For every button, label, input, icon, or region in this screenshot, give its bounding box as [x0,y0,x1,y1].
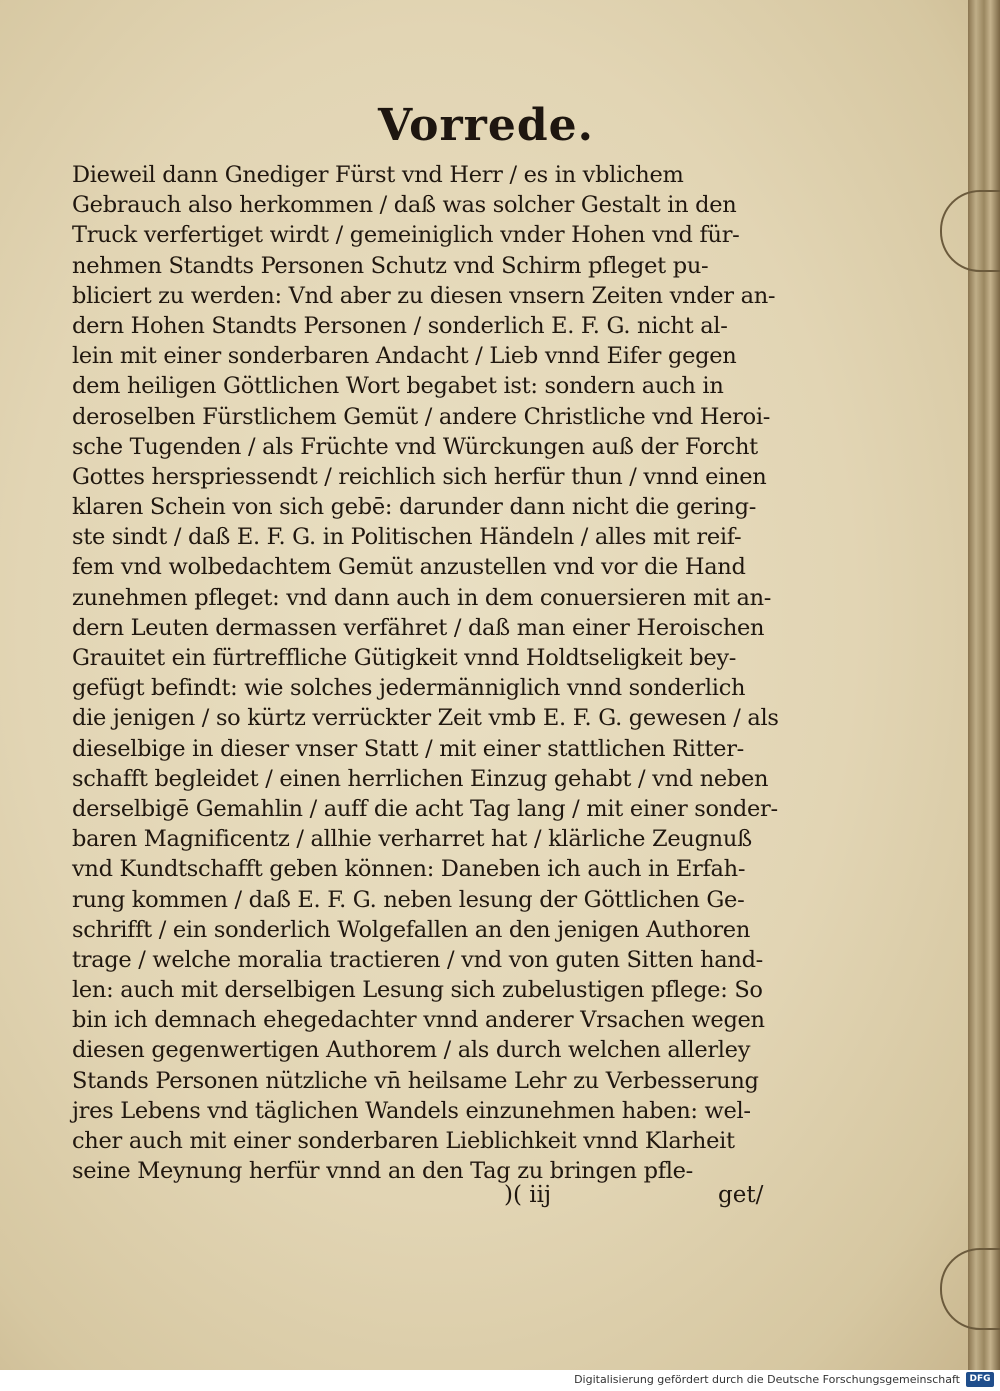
text-line: Stands Personen nützliche vn̄ heilsame Lehr zu Verbesserung [72,1067,759,1094]
text-line: rung kommen / daß E. F. G. neben lesung der Göttlichen Ge- [72,886,745,913]
text-line: dern Leuten dermassen verfähret / daß man einer Heroischen [72,614,765,641]
text-line: dern Hohen Standts Personen / sonderlich E. F. G. nicht al- [72,312,728,339]
text-line: Truck verfertiget wirdt / gemeiniglich vnder Hohen vnd für- [72,222,740,249]
text-line: die jenigen / so kürtz verrückter Zeit vmb E. F. G. gewesen / als [72,705,779,732]
footer-bar [0,1370,1000,1391]
text-line: Grauitet ein fürtreffliche Gütigkeit vnnd Holdtseligkeit bey- [72,645,737,671]
text-line: bliciert zu werden: Vnd aber zu diesen vnsern Zeiten vnder an- [72,282,776,309]
signature-mark: )( iij [504,1182,552,1208]
text-line: gefügt befindt: wie solches jedermänniglich vnnd sonderlich [72,675,746,702]
text-line: nehmen Standts Personen Schutz vnd Schirm pfleget pu- [72,252,709,279]
text-line: deroselben Fürstlichem Gemüt / andere Christliche vnd Heroi- [72,403,771,430]
text-line: bin ich demnach ehegedachter vnnd anderer Vrsachen wegen [72,1007,765,1034]
text-line: len: auch mit derselbigen Lesung sich zubelustigen pflege: So [72,977,763,1004]
text-line: dem heiligen Göttlichen Wort begabet ist: sondern auch in [72,373,724,400]
text-line: ste sindt / daß E. F. G. in Politischen Händeln / alles mit reif- [72,524,742,551]
text-line: Dieweil dann Gnediger Fürst vnd Herr / es in vblichem [72,162,684,188]
dfg-logo-icon: DFG [966,1372,994,1387]
text-line: schrifft / ein sonderlich Wolgefallen an den jenigen Authoren [72,916,751,943]
text-line: derselbigē Gemahlin / auff die acht Tag lang / mit einer sonder- [72,795,778,822]
text-line: lein mit einer sonderbaren Andacht / Lieb vnnd Eifer gegen [72,343,737,370]
text-line: klaren Schein von sich gebē: darunder dann nicht die gering- [72,494,757,521]
catchword: get/ [718,1182,764,1208]
text-line: schafft begleidet / einen herrlichen Einzug gehabt / vnd neben [72,765,769,792]
text-line: cher auch mit einer sonderbaren Lieblichkeit vnnd Klarheit [72,1128,735,1154]
page-heading: Vorrede. [378,100,594,151]
text-line: zunehmen pfleget: vnd dann auch in dem conuersieren mit an- [72,584,772,611]
text-line: dieselbige in dieser vnser Statt / mit einer stattlichen Ritter- [72,735,744,762]
text-line: baren Magnificentz / allhie verharret hat / klärliche Zeugnuß [72,826,752,853]
text-line: fem vnd wolbedachtem Gemüt anzustellen vnd vor die Hand [72,554,746,581]
text-line: Gebrauch also herkommen / daß was solcher Gestalt in den [72,192,737,219]
body-text [72,160,792,1186]
text-line: jres Lebens vnd täglichen Wandels einzunehmen haben: wel- [72,1097,751,1124]
funding-credit: Digitalisierung gefördert durch die Deutsche Forschungsgemeinschaft [574,1373,960,1386]
text-line: vnd Kundtschafft geben können: Daneben ich auch in Erfah- [72,856,746,883]
text-line: trage / welche moralia tractieren / vnd von guten Sitten hand- [72,946,763,973]
text-line: Gottes herspriessendt / reichlich sich herfür thun / vnnd einen [72,463,767,490]
text-line: diesen gegenwertigen Authorem / als durch welchen allerley [72,1037,751,1064]
text-line: sche Tugenden / als Früchte vnd Würckungen auß der Forcht [72,433,758,460]
text-line: seine Meynung herfür vnnd an den Tag zu bringen pfle- [72,1158,693,1185]
